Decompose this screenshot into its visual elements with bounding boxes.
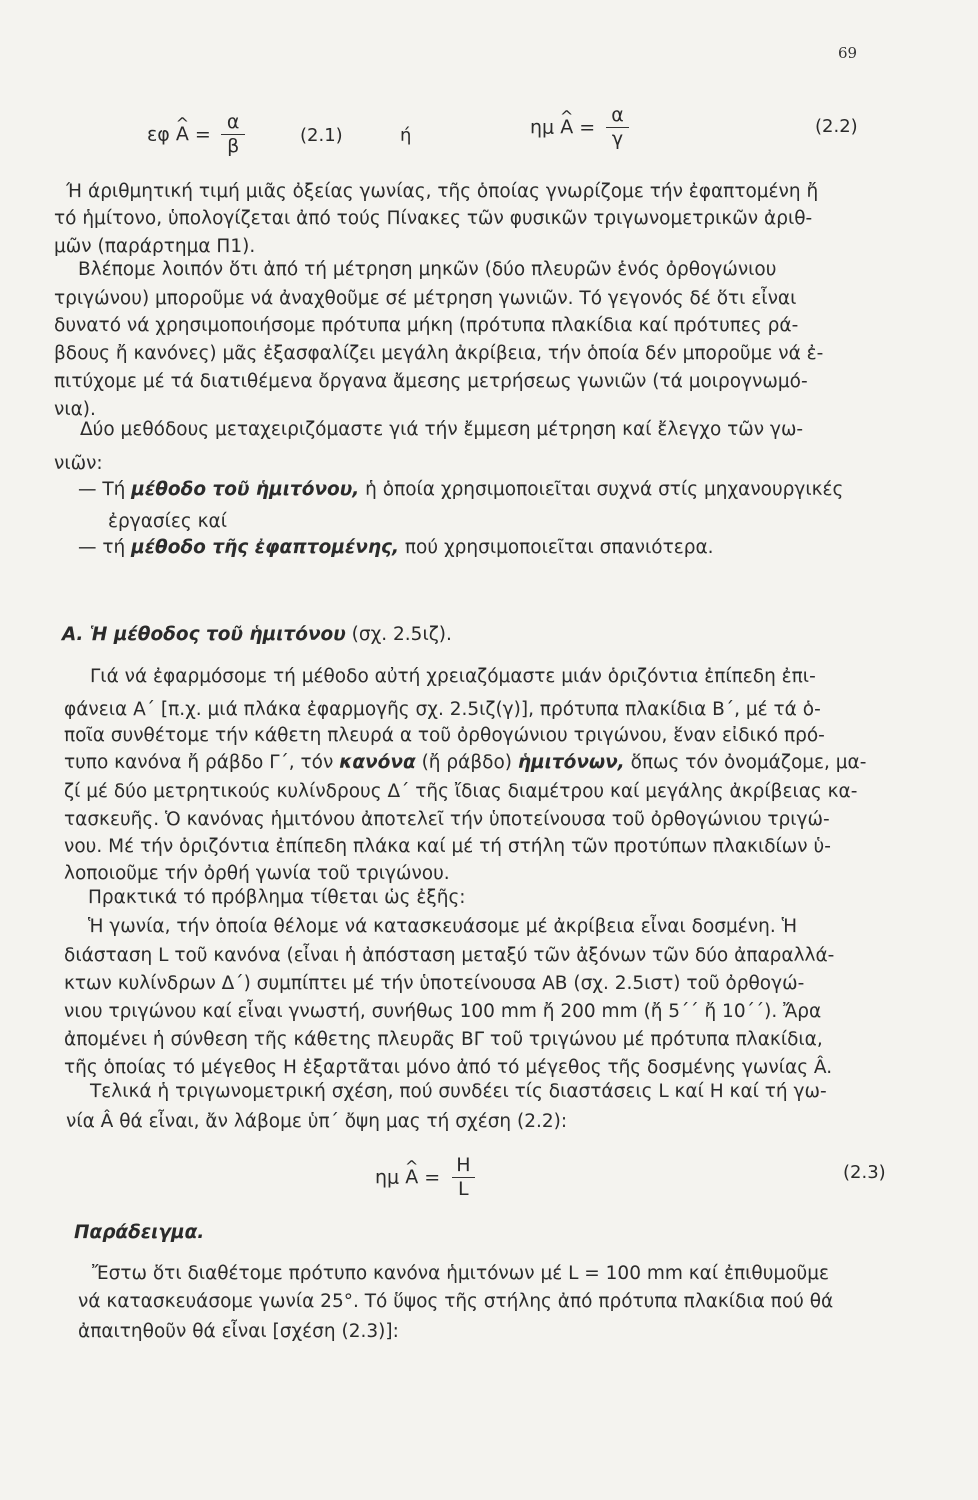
paragraph-7-line: Τελικά ἡ τριγωνομετρική σχέση, πού συνδέει τίς διαστάσεις L καί Η καί τή γω-	[90, 1081, 827, 1102]
paragraph-7-line: νία Â θά εἶναι, ἄν λάβομε ὑπ΄ ὄψη μας τή σχέση (2.2):	[66, 1111, 568, 1132]
paragraph-8-line: Ἔστω ὅτι διαθέτομε πρότυπο κανόνα ἡμιτόνων μέ L = 100 mm καί ἐπιθυμοῦμε	[92, 1263, 830, 1284]
paragraph-1-line: μῶν (παράρτημα Π1).	[54, 236, 256, 257]
paragraph-2-line: πιτύχομε μέ τά διατιθέμενα ὄργανα ἄμεσης μετρήσεως γωνιῶν (τά μοιρογνωμό-	[54, 371, 808, 392]
formula-2-1: εφ ^ Α = $\frac{\alpha}{\beta}$	[147, 112, 249, 158]
paragraph-4-line: λοποιοῦμε τήν ὀρθή γωνία τοῦ τριγώνου.	[64, 863, 450, 884]
list-item-sine-method: — Τή μέθοδο τοῦ ἡμιτόνου, ἡ ὁποία χρησιμοποιεῖται συχνά στίς μηχανουργικές	[78, 479, 844, 500]
paragraph-6-line: κτων κυλίνδρων Δ΄) συμπίπτει μέ τήν ὑποτείνουσα ΑΒ (σχ. 2.5ιστ) τοῦ ὀρθογώ-	[64, 973, 805, 994]
paragraph-5-line: Πρακτικά τό πρόβλημα τίθεται ὡς ἐξῆς:	[88, 887, 466, 908]
paragraph-4-line: φάνεια Α΄ [π.χ. μιά πλάκα ἐφαρμογῆς σχ. 2.5ιζ(γ)], πρότυπα πλακίδια Β΄, μέ τά ὁ-	[64, 699, 821, 720]
paragraph-2-line: τριγώνου) μποροῦμε νά ἀναχθοῦμε σέ μέτρηση γωνιῶν. Τό γεγονός δέ ὅτι εἶναι	[54, 288, 797, 309]
paragraph-2-line: νια).	[54, 399, 96, 420]
paragraph-4-line: τασκευῆς. Ὁ κανόνας ἡμιτόνου ἀποτελεῖ τήν ὑποτείνουσα τοῦ ὀρθογώνιου τριγώ-	[64, 809, 830, 830]
paragraph-1-line: τό ἡμίτονο, ὑπολογίζεται ἀπό τούς Πίνακες τῶν φυσικῶν τριγωνομετρικῶν ἀριθ-	[54, 208, 813, 229]
paragraph-4-line: ζί μέ δύο μετρητικούς κυλίνδρους Δ΄ τῆς ἴδιας διαμέτρου καί μεγάλης ἀκρίβειας κα-	[64, 781, 858, 802]
list-item-continuation: ἐργασίες καί	[108, 511, 227, 532]
paragraph-6-line: νιου τριγώνου καί εἶναι γνωστή, συνήθως 100 mm ἤ 200 mm (ἤ 5΄΄ ἤ 10΄΄). Ἄρα	[64, 1001, 822, 1022]
page-number: 69	[838, 44, 858, 62]
paragraph-6-line: τῆς ὁποίας τό μέγεθος Η ἐξαρτᾶται μόνο ἀπό τό μέγεθος τῆς δοσμένης γωνίας Â.	[64, 1057, 833, 1078]
formula-2-3-label: (2.3)	[843, 1162, 886, 1183]
formula-2-1-label: (2.1)	[300, 125, 343, 146]
paragraph-3-line: νιῶν:	[54, 453, 103, 474]
paragraph-6-line: διάσταση L τοῦ κανόνα (εἶναι ἡ ἀπόσταση μεταξύ τῶν ἀξόνων τῶν δύο ἀπαραλλά-	[64, 945, 835, 966]
section-heading: Α. Ἡ μέθοδος τοῦ ἡμιτόνου (σχ. 2.5ιζ).	[62, 624, 452, 645]
list-item-tangent-method: — τή μέθοδο τῆς ἐφαπτομένης, πού χρησιμοποιεῖται σπανιότερα.	[78, 537, 714, 558]
paragraph-4-line: νου. Μέ τήν ὁριζόντια ἐπίπεδη πλάκα καί μέ τή στήλη τῶν προτύπων πλακιδίων ὑ-	[64, 836, 831, 857]
paragraph-8-line: ἀπαιτηθοῦν θά εἶναι [σχέση (2.3)]:	[78, 1321, 399, 1342]
formula-conjunction: ή	[400, 125, 412, 146]
formula-2-3: ημ ^ Α = $\frac{H}{L}$	[375, 1155, 481, 1201]
paragraph-3-line: Δύο μεθόδους μεταχειριζόμαστε γιά τήν ἔμμεση μέτρηση καί ἔλεγχο τῶν γω-	[80, 419, 804, 440]
example-heading: Παράδειγμα.	[74, 1222, 205, 1243]
paragraph-2-line: δυνατό νά χρησιμοποιήσομε πρότυπα μήκη (πρότυπα πλακίδια καί πρότυπες ρά-	[54, 315, 799, 336]
paragraph-4-line: Γιά νά ἐφαρμόσομε τή μέθοδο αὐτή χρειαζόμαστε μιάν ὁριζόντια ἐπίπεδη ἐπι-	[90, 666, 816, 687]
paragraph-8-line: νά κατασκευάσομε γωνία 25°. Τό ὕψος τῆς στήλης ἀπό πρότυπα πλακίδια πού θά	[78, 1291, 834, 1312]
paragraph-6-line: ἀπομένει ἡ σύνθεση τῆς κάθετης πλευρᾶς ΒΓ τοῦ τριγώνου μέ πρότυπα πλακίδια,	[64, 1029, 823, 1050]
paragraph-4-line: ποῖα συνθέτομε τήν κάθετη πλευρά α τοῦ ὀρθογώνιου τριγώνου, ἕναν εἰδικό πρό-	[64, 725, 825, 746]
formula-2-2: ημ ^ Α = $\frac{\alpha}{\gamma}$	[530, 105, 634, 151]
paragraph-4-line: τυπο κανόνα ἤ ράβδο Γ΄, τόν κανόνα (ἤ ράβδο) ἡμιτόνων, ὅπως τόν ὀνομάζομε, μα-	[64, 752, 867, 773]
formula-2-2-label: (2.2)	[815, 116, 858, 137]
paragraph-1-line: Ή άριθμητική τιμή μιᾶς ὀξείας γωνίας, τῆς ὁποίας γνωρίζομε τήν ἐφαπτομένη ἤ	[66, 181, 819, 202]
paragraph-2-line: βδους ἤ κανόνες) μᾶς ἐξασφαλίζει μεγάλη ἀκρίβεια, τήν ὁποία δέν μποροῦμε νά ἐ-	[54, 343, 824, 364]
paragraph-6-line: Ἡ γωνία, τήν ὁποία θέλομε νά κατασκευάσομε μέ ἀκρίβεια εἶναι δοσμένη. Ἡ	[88, 916, 798, 937]
paragraph-2-line: Βλέπομε λοιπόν ὅτι ἀπό τή μέτρηση μηκῶν (δύο πλευρῶν ἑνός ὀρθογώνιου	[78, 259, 777, 280]
